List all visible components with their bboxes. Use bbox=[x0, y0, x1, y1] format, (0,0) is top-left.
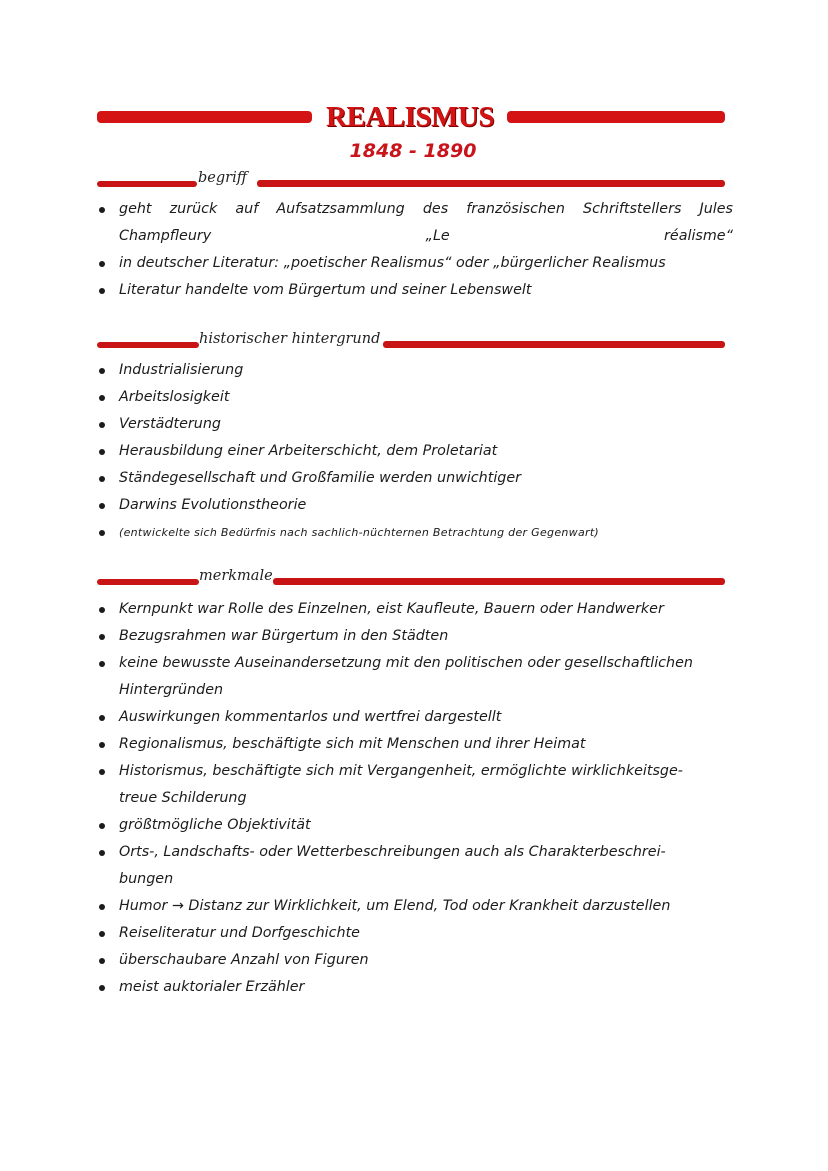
section-label: merkmale bbox=[199, 568, 273, 584]
bullet-icon bbox=[99, 958, 105, 964]
bullet-icon bbox=[99, 395, 105, 401]
bullet-icon bbox=[99, 476, 105, 482]
list-item-text: Humor → Distanz zur Wirklichkeit, um Elend, Tod oder Krankheit darzustellen bbox=[119, 898, 671, 914]
list-item-text: überschaubare Anzahl von Figuren bbox=[119, 952, 369, 968]
title-bar-right bbox=[507, 111, 725, 123]
list-item-text: in deutscher Literatur: „poetischer Realismus“ oder „bürgerlicher Realismus bbox=[119, 255, 666, 271]
list-item bbox=[97, 947, 733, 974]
list-item bbox=[97, 920, 733, 947]
list-item bbox=[97, 465, 733, 492]
list-item-text-continued: bungen bbox=[119, 871, 174, 887]
list-item bbox=[97, 492, 733, 519]
list-item-text-continued: treue Schilderung bbox=[119, 790, 247, 806]
bullet-icon bbox=[99, 449, 105, 455]
list-item-text: keine bewusste Auseinandersetzung mit den politischen oder gesellschaftlichen bbox=[119, 655, 693, 671]
list-historischer-hintergrund bbox=[97, 357, 733, 546]
list-item-text: Regionalismus, beschäftigte sich mit Menschen und ihrer Heimat bbox=[119, 736, 586, 752]
bullet-icon bbox=[99, 634, 105, 640]
title-bar-left bbox=[97, 111, 312, 123]
list-item bbox=[97, 250, 733, 277]
section-header-merkmale bbox=[97, 568, 725, 592]
section-header-historischer-hintergrund bbox=[97, 331, 725, 355]
bullet-icon bbox=[99, 985, 105, 991]
bullet-icon bbox=[99, 715, 105, 721]
list-item-text: Literatur handelte vom Bürgertum und seiner Lebenswelt bbox=[119, 282, 532, 298]
section-bar-right bbox=[257, 180, 725, 187]
list-item-text: Herausbildung einer Arbeiterschicht, dem Proletariat bbox=[119, 443, 498, 459]
list-item bbox=[97, 812, 733, 839]
bullet-icon bbox=[99, 742, 105, 748]
list-item-text: Ständegesellschaft und Großfamilie werden unwichtiger bbox=[119, 470, 522, 486]
list-item bbox=[97, 650, 733, 704]
list-item bbox=[97, 974, 733, 1001]
list-item-text: Bezugsrahmen war Bürgertum in den Städten bbox=[119, 628, 449, 644]
list-item bbox=[97, 196, 733, 250]
section-label: historischer hintergrund bbox=[199, 331, 381, 347]
list-item bbox=[97, 596, 733, 623]
bullet-icon bbox=[99, 368, 105, 374]
list-item bbox=[97, 384, 733, 411]
list-item bbox=[97, 357, 733, 384]
list-item-text: geht zurück auf Aufsatzsammlung des französischen Schriftstellers Jules bbox=[119, 201, 733, 217]
list-item-text: größtmögliche Objektivität bbox=[119, 817, 311, 833]
bullet-icon bbox=[99, 661, 105, 667]
list-begriff bbox=[97, 196, 733, 304]
bullet-icon bbox=[99, 288, 105, 294]
list-item-text: Orts-, Landschafts- oder Wetterbeschreibungen auch als Charakterbeschrei- bbox=[119, 844, 666, 860]
bullet-icon bbox=[99, 261, 105, 267]
list-item-text: Verstädterung bbox=[119, 416, 221, 432]
list-item bbox=[97, 704, 733, 731]
list-item-text: meist auktorialer Erzähler bbox=[119, 979, 305, 995]
list-item-text: Kernpunkt war Rolle des Einzelnen, eist Kaufleute, Bauern oder Handwerker bbox=[119, 601, 664, 617]
section-bar-right bbox=[383, 341, 725, 348]
list-item-text-continued: Hintergründen bbox=[119, 682, 224, 698]
bullet-icon bbox=[99, 503, 105, 509]
list-item-text: Historismus, beschäftigte sich mit Vergangenheit, ermöglichte wirklichkeitsge- bbox=[119, 763, 683, 779]
bullet-icon bbox=[99, 607, 105, 613]
list-item bbox=[97, 839, 733, 893]
list-item bbox=[97, 758, 733, 812]
bullet-icon bbox=[99, 769, 105, 775]
list-item-text: (entwickelte sich Bedürfnis nach sachlich-nüchternen Betrachtung der Gegenwart) bbox=[119, 526, 600, 539]
list-item-text: Reiseliteratur und Dorfgeschichte bbox=[119, 925, 360, 941]
bullet-icon bbox=[99, 207, 105, 213]
bullet-icon bbox=[99, 931, 105, 937]
bullet-icon bbox=[99, 422, 105, 428]
bullet-icon bbox=[99, 823, 105, 829]
list-item-text: Darwins Evolutionstheorie bbox=[119, 497, 307, 513]
section-bar-left bbox=[97, 342, 199, 348]
list-item bbox=[97, 731, 733, 758]
list-item-text: Industrialisierung bbox=[119, 362, 244, 378]
list-item bbox=[97, 519, 733, 546]
list-item bbox=[97, 277, 733, 304]
bullet-icon bbox=[99, 850, 105, 856]
list-item-text-continued: Champfleury „Le réalisme“ bbox=[119, 228, 733, 244]
list-item-text: Arbeitslosigkeit bbox=[119, 389, 230, 405]
bullet-icon bbox=[99, 904, 105, 910]
title-banner bbox=[97, 100, 725, 134]
bullet-icon bbox=[99, 530, 105, 536]
section-bar-left bbox=[97, 579, 199, 585]
section-header-begriff bbox=[97, 170, 725, 194]
page-title: REALISMUS bbox=[326, 101, 494, 133]
list-merkmale bbox=[97, 596, 733, 1001]
list-item-text: Auswirkungen kommentarlos und wertfrei dargestellt bbox=[119, 709, 502, 725]
section-bar-right bbox=[273, 578, 725, 585]
section-label: begriff bbox=[198, 170, 247, 186]
list-item bbox=[97, 438, 733, 465]
section-bar-left bbox=[97, 181, 197, 187]
list-item bbox=[97, 411, 733, 438]
period-years: 1848 - 1890 bbox=[349, 140, 477, 162]
list-item bbox=[97, 623, 733, 650]
list-item bbox=[97, 893, 733, 920]
